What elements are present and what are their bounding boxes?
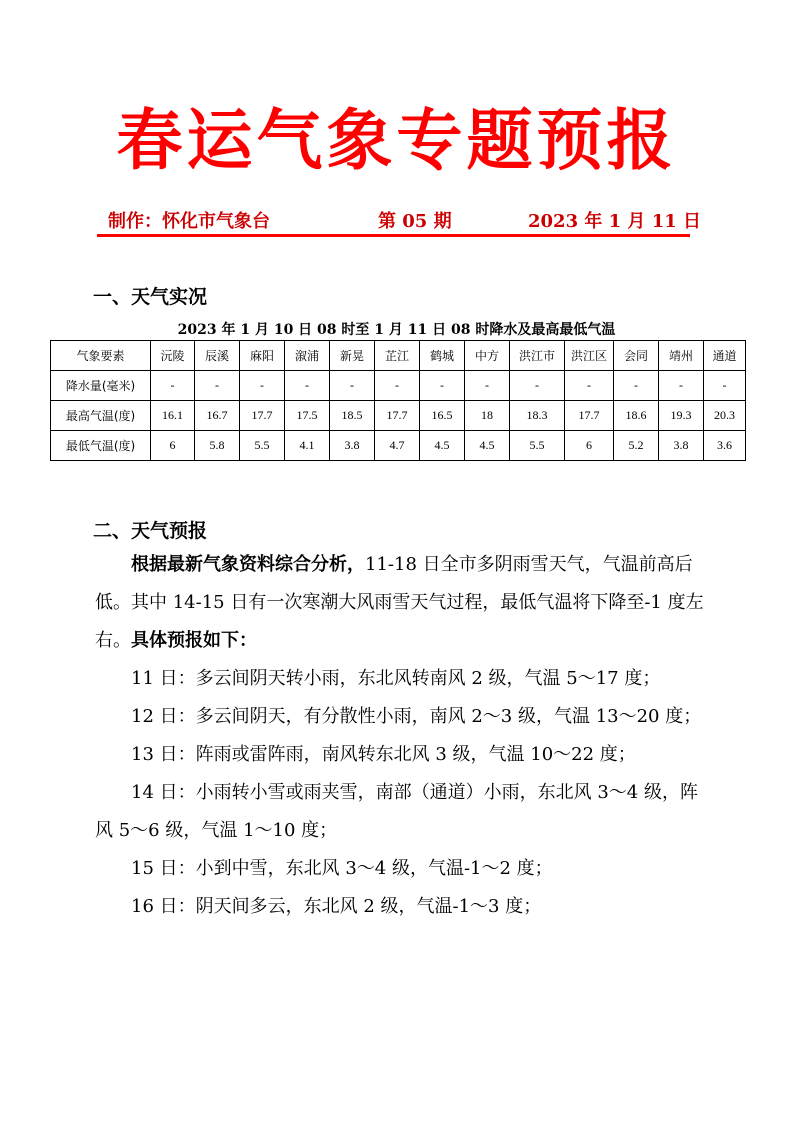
table-cell: - [510,371,565,401]
intro-conclusion: 具体预报如下： [131,630,257,651]
section-heading-forecast: 二、天气预报 [93,520,208,542]
row-label: 降水量(毫米) [51,371,151,401]
header-cell-station: 会同 [614,341,659,371]
intro-lead: 根据最新气象资料综合分析， [131,554,365,575]
table-cell: 5.8 [195,431,240,461]
page-title: 春运气象专题预报 [116,101,677,179]
table-cell: 5.5 [510,431,565,461]
table-cell: 6 [565,431,614,461]
header-cell-station: 辰溪 [195,341,240,371]
table-row [51,401,746,431]
table-row [51,371,746,401]
table-cell: 18 [465,401,510,431]
table-cell: - [240,371,285,401]
header-line [100,207,702,232]
table-cell: 3.8 [330,431,375,461]
forecast-day: 13 日：阵雨或雷阵雨，南风转东北风 3 级，气温 10～22 度； [131,744,636,765]
table-cell: 4.1 [285,431,330,461]
table-cell: 5.2 [614,431,659,461]
header-cell-station: 麻阳 [240,341,285,371]
producer-label: 制作：怀化市气象台 [108,211,270,232]
forecast-day: 14 日：小雨转小雪或雨夹雪，南部（通道）小雨，东北风 3～4 级，阵风 5～6 级，气温 1～10 度； [95,782,698,841]
header-cell-station: 洪江区 [565,341,614,371]
table-cell: 3.8 [659,431,704,461]
table-cell: - [614,371,659,401]
issue-number: 第 05 期 [378,211,452,232]
table-cell: 17.7 [565,401,614,431]
forecast-day: 16 日：阴天间多云，东北风 2 级，气温-1～3 度； [131,896,542,917]
table-cell: 18.5 [330,401,375,431]
table-cell: 19.3 [659,401,704,431]
table-cell: - [659,371,704,401]
header-cell-station: 洪江市 [510,341,565,371]
table-cell: 18.6 [614,401,659,431]
section-heading-observations: 一、天气实况 [93,286,208,308]
header-cell-station: 沅陵 [151,341,195,371]
table-cell: 6 [151,431,195,461]
header-cell-station: 通道 [704,341,746,371]
table-caption: 2023 年 1 月 10 日 08 时至 1 月 11 日 08 时降水及最高最低气温 [177,322,616,338]
table-cell: 17.7 [375,401,420,431]
table-cell: 4.5 [465,431,510,461]
table-cell: 16.7 [195,401,240,431]
header-cell-station: 靖州 [659,341,704,371]
forecast-day: 12 日：多云间阴天，有分散性小雨，南风 2～3 级，气温 13～20 度； [131,706,702,727]
header-cell-station: 新晃 [330,341,375,371]
table-cell: - [330,371,375,401]
table-cell: - [565,371,614,401]
table-cell: 4.5 [420,431,465,461]
table-cell: 3.6 [704,431,746,461]
table-cell: 4.7 [375,431,420,461]
table-cell: - [151,371,195,401]
forecast-intro [95,546,705,660]
table-cell: - [285,371,330,401]
table-cell: 16.1 [151,401,195,431]
forecast-day: 15 日：小到中雪，东北风 3～4 级，气温-1～2 度； [131,858,553,879]
table-row [51,431,746,461]
table-cell: 5.5 [240,431,285,461]
intro-text: 11-18 日全市多阴雨雪天气，气温前高后低。其中 14-15 日有一次寒潮大风雨雪天气过程，最低气温将下降至-1 度左右。 [95,554,704,651]
header-cell-station: 溆浦 [285,341,330,371]
observation-table [50,340,746,461]
table-cell: - [420,371,465,401]
forecast-day: 11 日：多云间阴天转小雨，东北风转南风 2 级，气温 5～17 度； [131,668,661,689]
table-header-row [51,341,746,371]
header-divider [97,234,690,237]
header-cell-station: 中方 [465,341,510,371]
row-label: 最高气温(度) [51,401,151,431]
header-cell-element: 气象要素 [51,341,151,371]
forecast-body [95,546,705,926]
header-cell-station: 鹤城 [420,341,465,371]
table-cell: 20.3 [704,401,746,431]
table-cell: 16.5 [420,401,465,431]
table-cell: 17.7 [240,401,285,431]
row-label: 最低气温(度) [51,431,151,461]
table-cell: 17.5 [285,401,330,431]
issue-date: 2023 年 1 月 11 日 [528,211,702,232]
table-cell: - [465,371,510,401]
header-cell-station: 芷江 [375,341,420,371]
table-cell: - [195,371,240,401]
table-cell: - [375,371,420,401]
table-cell: 18.3 [510,401,565,431]
table-cell: - [704,371,746,401]
